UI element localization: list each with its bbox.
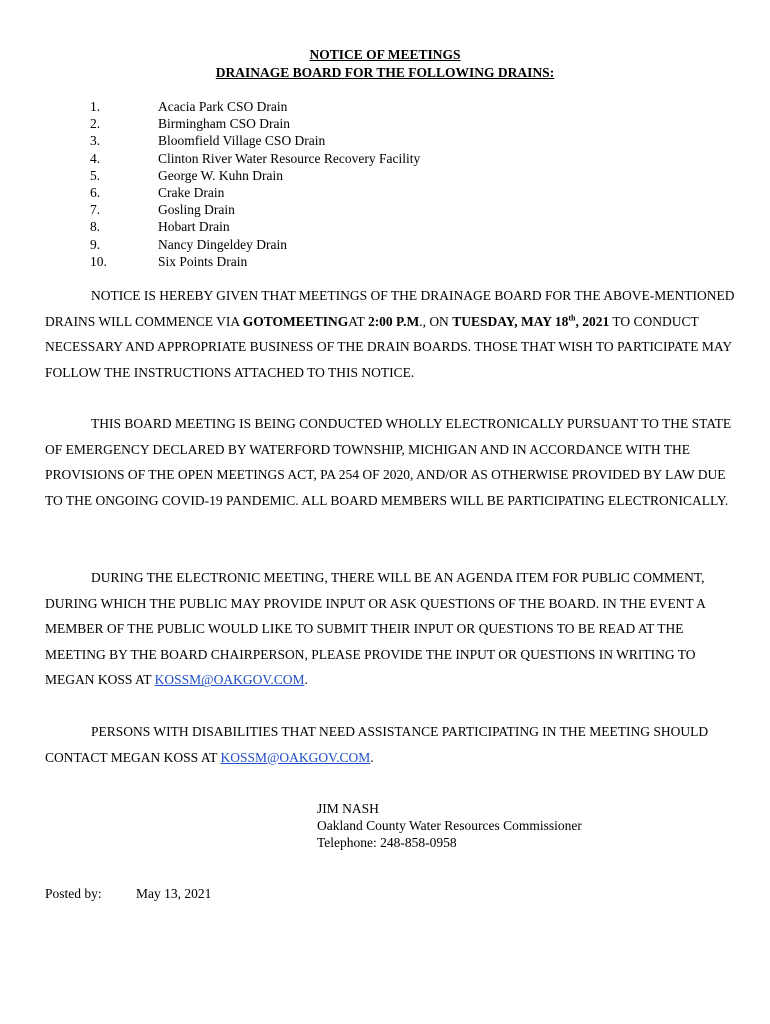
p1-text: AT xyxy=(348,313,368,329)
drain-list-item xyxy=(90,218,420,235)
p3-text: DURING THE ELECTRONIC MEETING, THERE WILL BE AN AGENDA ITEM FOR PUBLIC COMMENT, DURING WHICH THE PUBLIC MAY PROVIDE INPUT OR ASK QUESTIONS OF THE BOARD. IN THE EVENT A MEMBER OF THE PUBLIC WOULD LIKE TO SUBMIT THEIR INPUT OR QUESTIONS TO BE READ AT THE MEETING BY THE BOARD CHAIRPERSON, PLEASE PROVIDE THE INPUT OR QUESTIONS IN WRITING TO MEGAN KOSS AT xyxy=(45,570,706,688)
p1-date-suffix: th xyxy=(568,313,576,323)
drain-number: 6. xyxy=(90,184,101,200)
drain-number: 2. xyxy=(90,116,101,132)
p1-time: 2:00 P.M xyxy=(367,313,420,329)
drain-name: Crake Drain xyxy=(158,184,225,200)
p1-text: TO CONDUCT NECESSARY AND APPROPRIATE BUSINESS OF THE DRAIN BOARDS. THOSE THAT WISH TO PARTICIPATE MAY FOLLOW THE INSTRUCTIONS ATTACHED TO THIS NOTICE. xyxy=(45,313,732,380)
signer-role: Oakland County Water Resources Commissioner xyxy=(317,818,582,833)
drain-name: Six Points Drain xyxy=(158,253,248,269)
p4-end: . xyxy=(370,749,374,765)
p1-text: ., ON xyxy=(419,313,453,329)
electronic-meeting-paragraph: THIS BOARD MEETING IS BEING CONDUCTED WHOLLY ELECTRONICALLY PURSUANT TO THE STATE OF EMERGENCY DECLARED BY WATERFORD TOWNSHIP, MICHIGAN AND IN ACCORDANCE WITH THE PROVISIONS OF THE OPEN MEETINGS ACT, PA 254 OF 2020, AND/OR AS OTHERWISE PROVIDED BY LAW DUE TO THE ONGOING COVID-19 PANDEMIC. ALL BOARD MEMBERS WILL BE PARTICIPATING ELECTRONICALLY. xyxy=(45,416,732,508)
posted-date: May 13, 2021 xyxy=(136,886,212,901)
drain-name: Acacia Park CSO Drain xyxy=(158,99,288,114)
disabilities-paragraph xyxy=(45,719,735,770)
drain-list-item xyxy=(90,132,420,149)
drain-list-item xyxy=(90,184,420,201)
drain-number: 1. xyxy=(90,99,101,114)
p3-end: . xyxy=(304,672,308,688)
drain-number: 9. xyxy=(90,236,101,252)
drain-list-item xyxy=(90,115,420,132)
drain-number: 7. xyxy=(90,202,101,218)
meeting-notice-paragraph xyxy=(45,283,735,385)
signature-block xyxy=(317,800,582,851)
signer-name: JIM NASH xyxy=(317,801,379,816)
posted-label: Posted by: xyxy=(45,886,102,901)
drain-list-item xyxy=(90,236,420,253)
drain-name: Bloomfield Village CSO Drain xyxy=(158,133,326,149)
drain-list-item xyxy=(90,150,420,167)
drain-name: Gosling Drain xyxy=(158,202,235,218)
p4-text: PERSONS WITH DISABILITIES THAT NEED ASSISTANCE PARTICIPATING IN THE MEETING SHOULD CONTACT MEGAN KOSS AT xyxy=(45,724,709,765)
email-link[interactable]: KOSSM@OAKGOV.COM xyxy=(154,672,305,688)
drain-name: George W. Kuhn Drain xyxy=(158,167,283,183)
posted-line xyxy=(45,885,211,902)
p1-text: NOTICE IS HEREBY GIVEN THAT MEETINGS OF THE DRAINAGE BOARD FOR THE ABOVE-MENTIONED DRAINS WILL COMMENCE VIA xyxy=(45,288,735,329)
p1-platform: GOTOMEETING xyxy=(242,313,349,329)
signer-phone: Telephone: 248-858-0958 xyxy=(317,835,457,850)
drain-name: Nancy Dingeldey Drain xyxy=(158,236,287,252)
p1-date-year: , 2021 xyxy=(575,313,610,329)
drain-name: Clinton River Water Resource Recovery Facility xyxy=(158,150,421,166)
p1-date-day: TUESDAY, MAY 18 xyxy=(452,313,569,329)
drain-number: 10. xyxy=(90,253,107,269)
drain-name: Birmingham CSO Drain xyxy=(158,116,290,132)
public-comment-paragraph xyxy=(45,565,735,693)
drain-list-item xyxy=(90,201,420,218)
drain-number: 5. xyxy=(90,167,101,183)
notice-title: NOTICE OF MEETINGS xyxy=(309,47,461,62)
drain-number: 4. xyxy=(90,150,101,166)
drain-name: Hobart Drain xyxy=(158,219,230,235)
drain-list-item xyxy=(90,167,420,184)
p1-date xyxy=(452,314,609,329)
drain-list-item xyxy=(90,98,420,115)
drain-list xyxy=(90,98,420,270)
drain-number: 3. xyxy=(90,133,101,149)
drain-list-item xyxy=(90,253,420,270)
drain-number: 8. xyxy=(90,219,101,235)
email-link[interactable]: KOSSM@OAKGOV.COM xyxy=(220,749,371,765)
notice-subtitle: DRAINAGE BOARD FOR THE FOLLOWING DRAINS: xyxy=(215,65,555,80)
